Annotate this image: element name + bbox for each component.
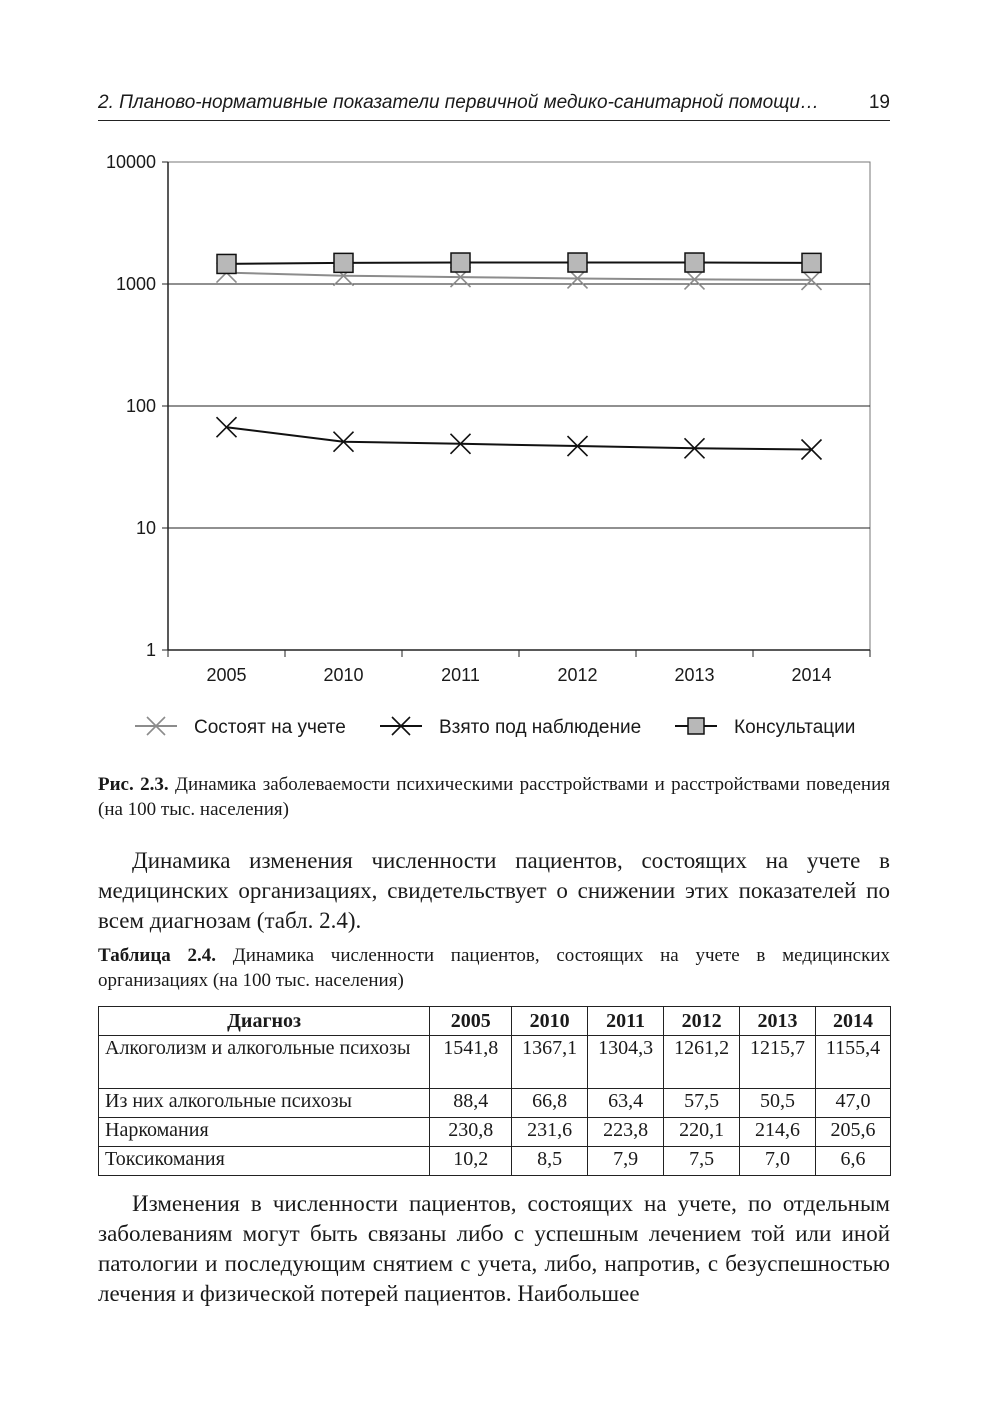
data-point [334, 253, 353, 272]
figure-caption-label: Рис. 2.3. [98, 774, 169, 795]
header-cell: 2011 [588, 1007, 664, 1036]
value-cell: 8,5 [512, 1147, 588, 1176]
value-cell: 50,5 [740, 1089, 816, 1118]
value-cell: 7,0 [740, 1147, 816, 1176]
header-cell: 2010 [512, 1007, 588, 1036]
value-cell: 63,4 [588, 1089, 664, 1118]
table-row [99, 1089, 891, 1118]
x-tick-label: 2013 [674, 665, 715, 685]
header-cell: 2012 [664, 1007, 740, 1036]
data-point [802, 253, 821, 272]
y-tick-label: 1000 [115, 274, 156, 294]
value-cell: 1304,3 [588, 1036, 664, 1089]
value-cell: 7,9 [588, 1147, 664, 1176]
diagnosis-cell: Алкоголизм и алкогольные психозы [99, 1036, 430, 1089]
value-cell: 88,4 [430, 1089, 512, 1118]
data-point [685, 253, 704, 272]
value-cell: 231,6 [512, 1118, 588, 1147]
value-cell: 47,0 [816, 1089, 891, 1118]
table-row [99, 1118, 891, 1147]
figure-caption-text: Динамика заболеваемости психическими расстройствами и расстройствами поведения (на 100 тыс. населения) [98, 774, 890, 820]
y-tick-label: 10 [135, 518, 156, 538]
table-caption-label: Таблица 2.4. [98, 945, 217, 966]
table-caption-text: Динамика численности пациентов, состоящих на учете в медицинских организациях (на 100 тыс. населения) [98, 945, 891, 991]
x-tick-label: 2011 [441, 665, 480, 685]
x-tick-label: 2010 [323, 665, 364, 685]
data-point [568, 253, 587, 272]
value-cell: 223,8 [588, 1118, 664, 1147]
series-line [227, 427, 812, 449]
value-cell: 1155,4 [816, 1036, 891, 1089]
data-point [451, 253, 470, 272]
diagnosis-cell: Из них алкогольные психозы [99, 1089, 430, 1118]
header-cell: 2005 [430, 1007, 512, 1036]
paragraph-2: Изменения в численности пациентов, состоящих на учете, по отдельным заболеваниям могут быть связаны либо с успешным лечением той или иной патологии и последующим снятием с учета, либо, напротив, с безуспешностью лечения и физической потерей пациентов. Наибольшее [98, 1191, 890, 1306]
value-cell: 7,5 [664, 1147, 740, 1176]
figure-caption [98, 772, 890, 822]
running-header-title: 2. Планово-нормативные показатели первичной медико-санитарной помощи… [98, 92, 819, 113]
header-cell: 2014 [816, 1007, 891, 1036]
line-chart [90, 140, 890, 750]
value-cell: 66,8 [512, 1089, 588, 1118]
value-cell: 57,5 [664, 1089, 740, 1118]
table-row [99, 1036, 891, 1089]
value-cell: 1215,7 [740, 1036, 816, 1089]
legend-marker [688, 718, 704, 734]
page-number: 19 [868, 92, 890, 113]
legend-label: Состоят на учете [194, 717, 346, 738]
legend-label: Взято под наблюдение [439, 717, 642, 738]
legend-label: Консультации [734, 717, 856, 738]
value-cell: 214,6 [740, 1118, 816, 1147]
data-point [217, 254, 236, 273]
table-header-row [99, 1007, 891, 1036]
table-caption [98, 943, 890, 993]
value-cell: 1261,2 [664, 1036, 740, 1089]
x-tick-label: 2005 [206, 665, 247, 685]
x-tick-label: 2012 [557, 665, 598, 685]
series-line [227, 273, 812, 280]
diagnosis-cell: Токсикомания [99, 1147, 430, 1176]
value-cell: 6,6 [816, 1147, 891, 1176]
header-cell: Диагноз [99, 1007, 430, 1036]
value-cell: 205,6 [816, 1118, 891, 1147]
value-cell: 1541,8 [430, 1036, 512, 1089]
paragraph-1: Динамика изменения численности пациентов, состоящих на учете в медицинских организациях, свидетельствует о снижении этих показателей по всем диагнозам (табл. 2.4). [98, 848, 890, 933]
value-cell: 1367,1 [512, 1036, 588, 1089]
value-cell: 230,8 [430, 1118, 512, 1147]
y-tick-label: 100 [125, 396, 156, 416]
running-header [98, 88, 890, 121]
y-tick-label: 1 [145, 640, 156, 660]
series-line [227, 263, 812, 264]
x-tick-label: 2014 [791, 665, 832, 685]
value-cell: 10,2 [430, 1147, 512, 1176]
value-cell: 220,1 [664, 1118, 740, 1147]
diagnosis-cell: Наркомания [99, 1118, 430, 1147]
table-row [99, 1147, 891, 1176]
data-table [98, 1006, 891, 1176]
header-cell: 2013 [740, 1007, 816, 1036]
y-tick-label: 10000 [105, 152, 156, 172]
